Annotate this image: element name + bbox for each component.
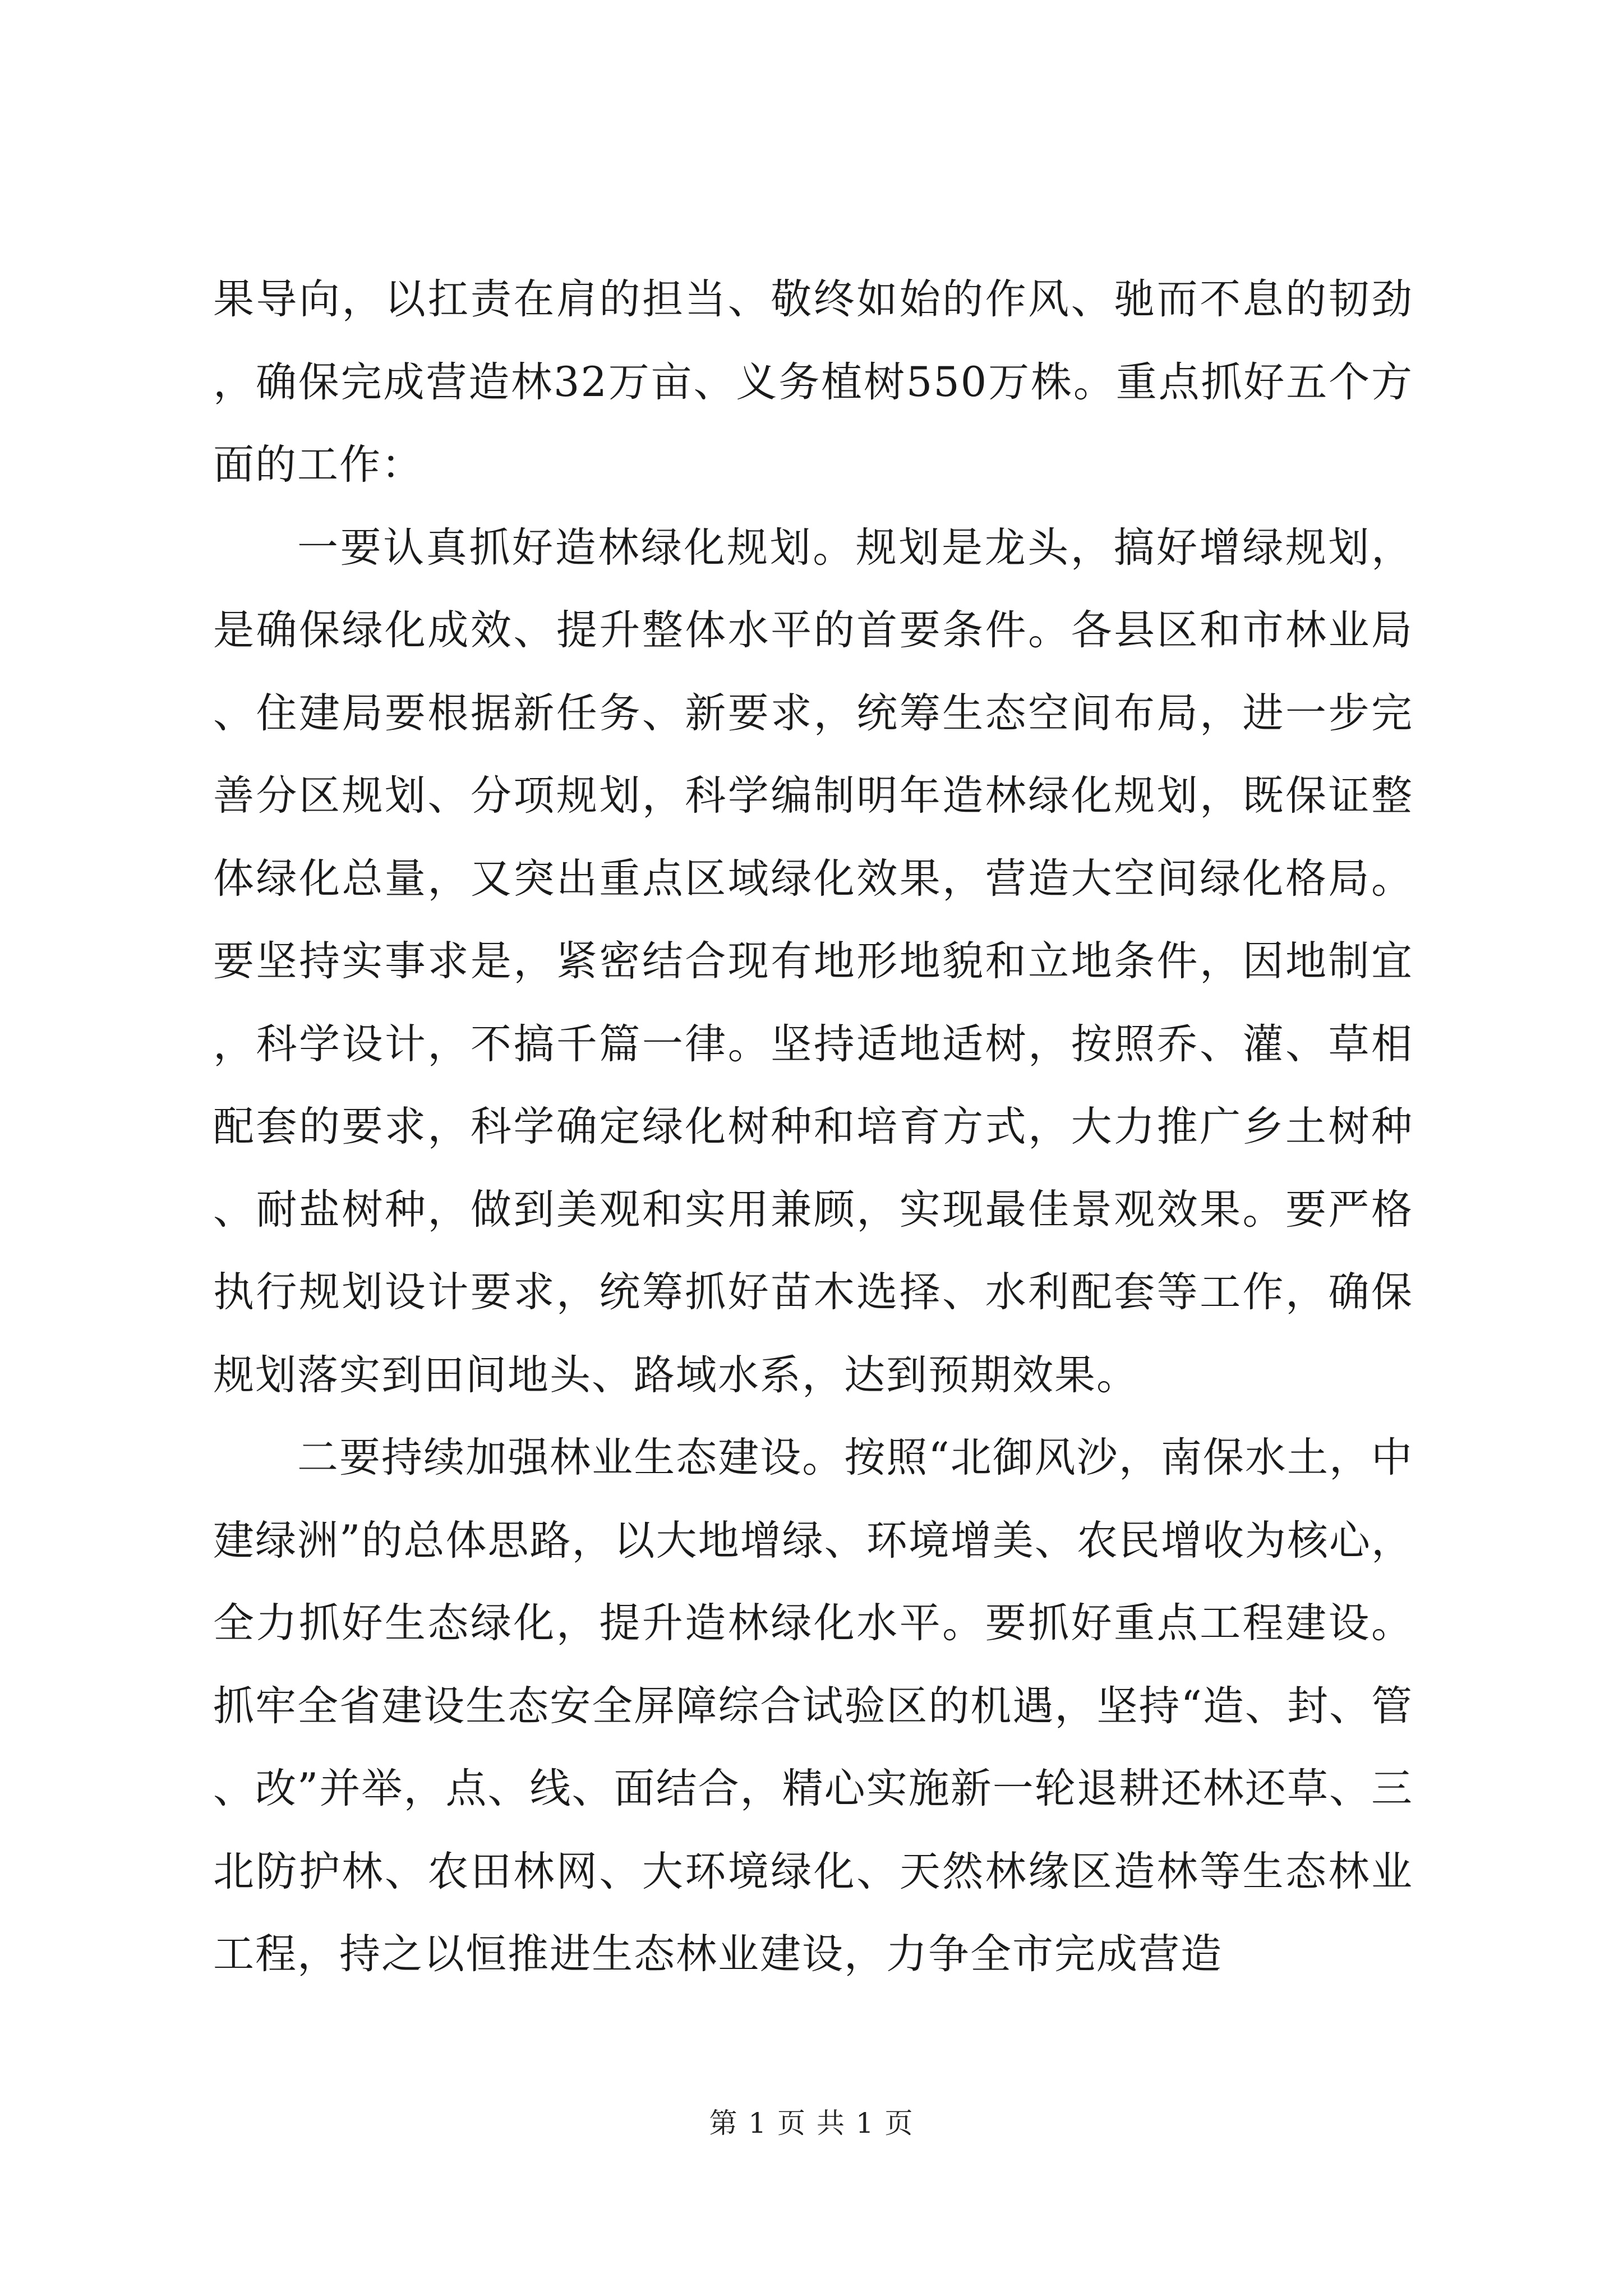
paragraph-3: 二要持续加强林业生态建设。按照“北御风沙，南保水土，中建绿洲”的总体思路，以大地增绿、环境增美、农民增收为核心，全力抓好生态绿化，提升造林绿化水平。要抓好重点工程建设。抓牢全省建设生态安全屏障综合试验区的机遇，坚持“造、封、管、改”并举，点、线、面结合，精心实施新一轮退耕还林还草、三北防护林、农田林网、大环境绿化、天然林缘区造林等生态林业工程，持之以恒推进生态林业建设，力争全市完成营造 bbox=[213, 1434, 1413, 1978]
paragraph-1: 果导向，以扛责在肩的担当、敬终如始的作风、驰而不息的韧劲，确保完成营造林32万亩、义务植树550万株。重点抓好五个方面的工作： bbox=[213, 275, 1413, 489]
paragraph-2: 一要认真抓好造林绿化规划。规划是龙头，搞好增绿规划，是确保绿化成效、提升整体水平的首要条件。各县区和市林业局、住建局要根据新任务、新要求，统筹生态空间布局，进一步完善分区规划、分项规划，科学编制明年造林绿化规划，既保证整体绿化总量，又突出重点区域绿化效果，营造大空间绿化格局。要坚持实事求是，紧密结合现有地形地貌和立地条件，因地制宜，科学设计，不搞千篇一律。坚持适地适树，按照乔、灌、草相配套的要求，科学确定绿化树种和培育方式，大力推广乡土树种、耐盐树种，做到美观和实用兼顾，实现最佳景观效果。要严格执行规划设计要求，统筹抓好苗木选择、水利配套等工作，确保规划落实到田间地头、路域水系，达到预期效果。 bbox=[213, 523, 1413, 1399]
page-number-footer: 第 1 页 共 1 页 bbox=[709, 2107, 914, 2139]
document-body bbox=[213, 258, 1413, 1996]
